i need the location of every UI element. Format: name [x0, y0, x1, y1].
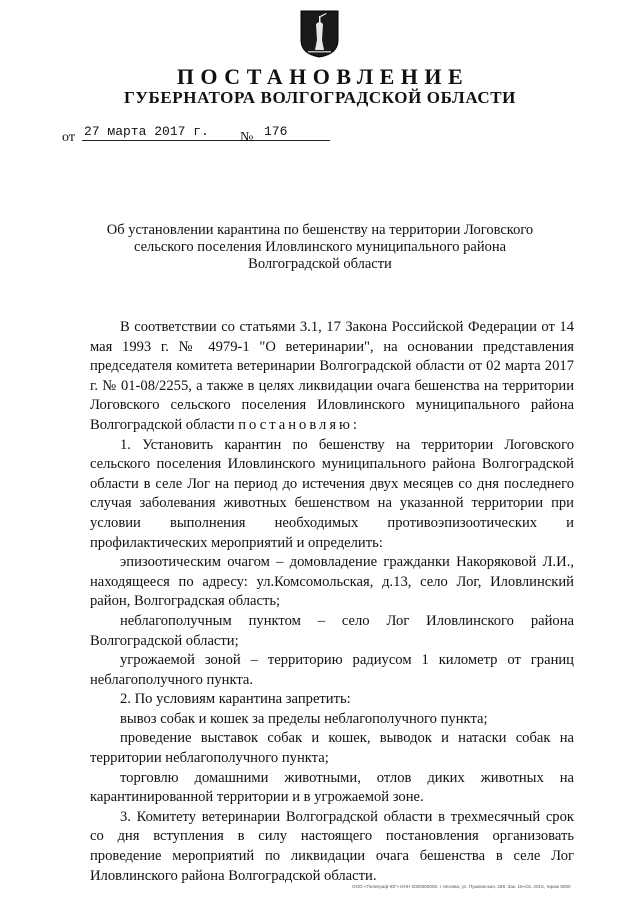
preamble-text: В соответствии со статьями 3.1, 17 Закона Российской Федерации от 14 мая 1993 г. № 4979-1 "О ветеринарии", на основании представления председателя комитета ветеринарии Волгоградской области от 02 марта 2017 г. № 01-08/2255, а также в целях ликвидации очага бешенства на территории Логовского сельского поселения Иловлинского муниципального района Волгоградской области: [90, 319, 574, 433]
preamble-paragraph: [90, 318, 574, 436]
clause-2-trade-ban: торговлю домашними животными, отлов диких животных на карантинированной территории и в угрожаемой зоне.: [90, 769, 574, 806]
date-prefix-label: от: [62, 130, 75, 145]
document-title: ПОСТАНОВЛЕНИЕ: [176, 64, 470, 89]
document-number: 176: [260, 124, 330, 141]
number-sign-label: №: [240, 130, 254, 145]
clause-1-threatened-zone: угрожаемой зоной – территорию радиусом 1 километр от границ неблагополучного пункта.: [90, 652, 574, 688]
document-subtitle: ГУБЕРНАТОРА ВОЛГОГРАДСКОЙ ОБЛАСТИ: [124, 88, 516, 107]
document-date: 27 марта 2017 г.: [82, 124, 302, 141]
resolution-word: постановляю:: [238, 416, 360, 433]
print-footer: ООО «Полиграф-ЮГ» ИНН 0000000000, г. Москва, ул. Пушкинская, 268. Зак. 16»Св, 2015, тираж 5000: [352, 884, 571, 889]
clause-2-exhibitions-ban: проведение выставок собак и кошек, выводок и натаски собак на территории неблагополучного пункта;: [90, 730, 574, 767]
clause-1: 1. Установить карантин по бешенству на территории Логовского сельского поселения Иловлинского муниципального района Волгоградской области в селе Лог на период до истечения двух месяцев со дня последнего случая заболевания животных бешенством на указанной территории при условии выполнения необходимых противоэпизоотических и профилактических мероприятий и определить:: [90, 436, 574, 551]
clause-1-outbreak: эпизоотическим очагом – домовладение гражданки Накоряковой Л.И., находящееся по адресу: ул.Комсомольская, д.13, село Лог, Иловлинский район, Волгоградская область;: [90, 554, 574, 610]
subject-line: Об установлении карантина по бешенству на территории Логовского: [106, 222, 534, 238]
clause-1-unfavorable-point: неблагополучным пунктом – село Лог Иловлинского района Волгоградской области;: [90, 612, 574, 649]
clause-3: 3. Комитету ветеринарии Волгоградской области в трехмесячный срок со дня вступления в силу настоящего постановления организовать проведение мероприятий по ликвидации очага бешенства в селе Лог Иловлинского района Волгоградской области.: [90, 808, 574, 884]
document-body: [90, 318, 574, 886]
date-number-line: [62, 124, 342, 146]
subject-line: сельского поселения Иловлинского муниципального района: [133, 239, 507, 255]
coat-of-arms-emblem: [300, 10, 339, 58]
subject-line: Волгоградской области: [248, 256, 392, 272]
document-subject: [0, 222, 640, 273]
clause-2-export-ban: вывоз собак и кошек за пределы неблагополучного пункта;: [120, 710, 488, 727]
clause-2: 2. По условиям карантина запретить:: [120, 691, 351, 708]
coat-of-arms-icon: [300, 10, 339, 58]
